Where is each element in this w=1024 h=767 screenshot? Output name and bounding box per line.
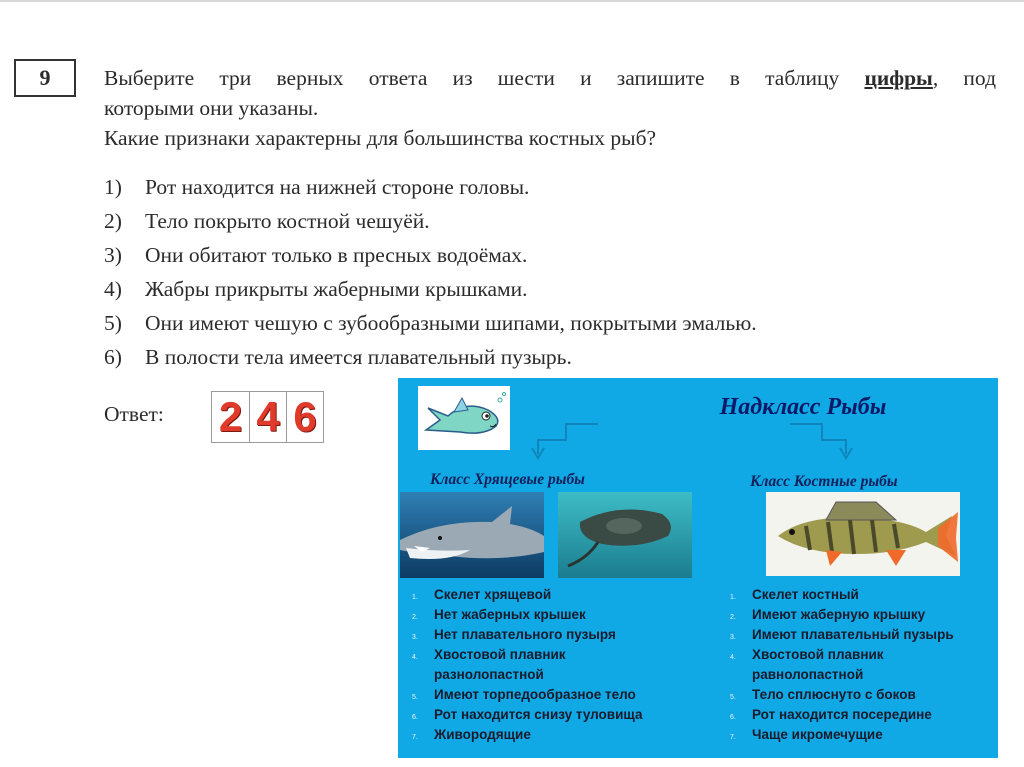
list-item-text: разнолопастной [434, 667, 544, 682]
list-item-number: 5. [412, 694, 418, 701]
list-item-text: Чаще икромечущие [752, 727, 883, 742]
instruction-part1: Выберите три верных ответа из шести и запишите в таблицу [104, 66, 840, 90]
list-item-number: 1. [730, 594, 736, 601]
list-item [412, 585, 692, 605]
list-item-text: Имеют жаберную крышку [752, 607, 926, 622]
list-item [730, 645, 990, 665]
option-number: 3) [104, 243, 122, 267]
option-text: В полости тела имеется плавательный пузырь. [145, 345, 572, 369]
list-item [730, 685, 990, 705]
list-item-text: Имеют торпедообразное тело [434, 687, 636, 702]
list-item-text: Имеют плавательный пузырь [752, 627, 954, 642]
list-item [730, 665, 990, 685]
instruction-part2: , под [932, 66, 997, 90]
answer-digit-2[interactable]: 4 [249, 392, 286, 442]
top-divider [0, 0, 1024, 2]
list-item-text: Скелет костный [752, 587, 859, 602]
list-item [730, 725, 990, 745]
list-item [412, 605, 692, 625]
option-1 [104, 170, 757, 204]
instruction-line-2: которыми они указаны. [104, 96, 319, 120]
bony-traits-list [730, 585, 990, 745]
option-number: 2) [104, 209, 122, 233]
list-item-text: равнолопастной [752, 667, 864, 682]
list-item-text: Хвостовой плавник [434, 647, 566, 662]
instruction-bold-word: цифры [864, 66, 933, 90]
answer-digit-1[interactable]: 2 [218, 393, 243, 440]
list-item [412, 645, 692, 665]
list-item [412, 665, 692, 685]
list-item [412, 725, 692, 745]
option-6 [104, 340, 757, 374]
option-text: Тело покрыто костной чешуёй. [145, 209, 430, 233]
option-text: Рот находится на нижней стороне головы. [145, 175, 530, 199]
perch-photo [766, 492, 960, 576]
list-item [412, 705, 692, 725]
question-prompt: Какие признаки характерны для большинства костных рыб? [104, 126, 657, 150]
list-item-text: Тело сплюснуто с боков [752, 687, 916, 702]
option-number: 4) [104, 277, 122, 301]
list-item-text: Рот находится снизу туловища [434, 707, 643, 722]
list-item [412, 625, 692, 645]
list-item-number: 1. [412, 594, 418, 601]
list-item [730, 605, 990, 625]
list-item-text: Живородящие [434, 727, 531, 742]
option-number: 1) [104, 175, 122, 199]
list-item-text: Нет жаберных крышек [434, 607, 586, 622]
list-item-number: 7. [412, 734, 418, 741]
list-item-text: Нет плавательного пузыря [434, 627, 616, 642]
instruction-line-1 [104, 63, 996, 93]
class-bony-label: Класс Костные рыбы [750, 473, 898, 490]
option-5 [104, 306, 757, 340]
option-number: 5) [104, 311, 122, 335]
list-item-number: 6. [730, 714, 736, 721]
list-item-number: 4. [730, 654, 736, 661]
list-item [730, 705, 990, 725]
class-cartilaginous-label: Класс Хрящевые рыбы [430, 471, 585, 488]
list-item [412, 685, 692, 705]
option-text: Они имеют чешую с зубообразными шипами, покрытыми эмалью. [145, 311, 757, 335]
list-item-number: 3. [412, 634, 418, 641]
cartilaginous-traits-list [412, 585, 692, 745]
panel-title: Надкласс Рыбы [719, 394, 887, 420]
option-2 [104, 204, 757, 238]
question-number: 9 [14, 59, 76, 97]
list-item-number: 2. [730, 614, 736, 621]
fish-classification-panel [398, 378, 998, 758]
list-item [730, 585, 990, 605]
list-item-number: 6. [412, 714, 418, 721]
option-text: Жабры прикрыты жаберными крышками. [145, 277, 528, 301]
stingray-photo [558, 492, 692, 578]
shark-photo [400, 492, 544, 578]
answer-digit-3[interactable]: 6 [286, 392, 323, 442]
list-item-text: Рот находится посередине [752, 707, 932, 722]
list-item-text: Скелет хрящевой [434, 587, 552, 602]
list-item-number: 3. [730, 634, 736, 641]
answer-boxes [211, 391, 324, 443]
answer-label: Ответ: [104, 402, 164, 426]
list-item-text: Хвостовой плавник [752, 647, 884, 662]
list-item-number: 4. [412, 654, 418, 661]
list-item-number: 2. [412, 614, 418, 621]
option-number: 6) [104, 345, 122, 369]
options-list [104, 170, 757, 374]
list-item-number: 7. [730, 734, 736, 741]
list-item-number: 5. [730, 694, 736, 701]
option-4 [104, 272, 757, 306]
option-3 [104, 238, 757, 272]
list-item [730, 625, 990, 645]
option-text: Они обитают только в пресных водоёмах. [145, 243, 528, 267]
question-text [104, 63, 996, 153]
